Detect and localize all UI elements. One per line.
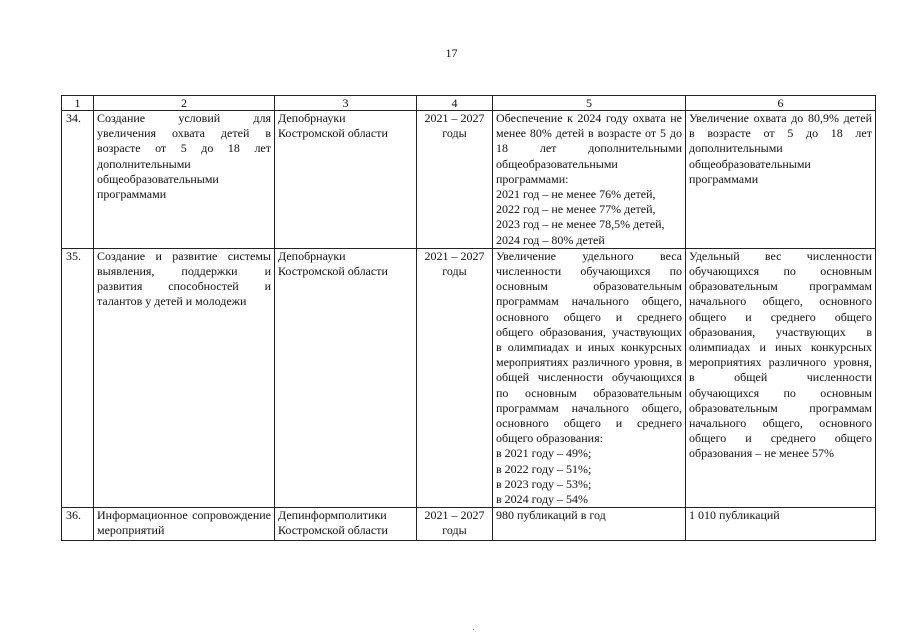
column-header: 2 — [94, 96, 275, 111]
period-unit: годы — [442, 126, 467, 141]
table-header-row — [62, 96, 876, 111]
result-line: Увеличение удельного веса численности обучающихся по основным образовательным программам начального общего, основного общего и среднего общего образования, участвующих в олимпиадах и иных конкурсных мероприятиях различного уровня, в общей численности обучающихся по основным образовательным программам начального общего, основного общего и среднего общего образования: — [496, 248, 682, 446]
scan-speck — [473, 629, 474, 630]
result-line: в 2024 году – 54% — [496, 492, 589, 507]
page-number: 17 — [445, 46, 458, 60]
table-row — [62, 111, 876, 249]
indicator: Увеличение охвата до 80,9% детей в возрасте от 5 до 18 лет дополнительными общеобразовательными программами — [686, 111, 876, 249]
result-line: в 2021 году – 49%; — [496, 446, 592, 461]
measure-name: Создание и развитие системы выявления, поддержки и развития способностей и талантов у детей и молодежи — [94, 248, 275, 507]
period-unit: годы — [442, 264, 467, 279]
measure-name: Создание условий для увеличения охвата детей в возрасте от 5 до 18 лет дополнительными общеобразовательными программами — [94, 111, 275, 249]
executor: Депобрнауки Костромской области — [275, 248, 417, 507]
executor: Депинформполитики Костромской области — [275, 508, 417, 541]
result-line: 2021 год – не менее 76% детей, — [496, 187, 656, 202]
result-line: 2022 год – не менее 77% детей, — [496, 202, 656, 217]
result-line: 980 публикаций в год — [496, 508, 606, 523]
period-years: 2021 – 2027 — [424, 111, 485, 125]
row-number: 34. — [62, 111, 94, 249]
column-header: 1 — [62, 96, 94, 111]
indicator: 1 010 публикаций — [686, 508, 876, 541]
result-line: в 2022 году – 51%; — [496, 461, 592, 476]
table-row — [62, 508, 876, 541]
result-line: 2024 год – 80% детей — [496, 232, 605, 247]
column-header: 6 — [686, 96, 876, 111]
row-number: 36. — [62, 508, 94, 541]
period-years: 2021 – 2027 — [424, 248, 485, 263]
measure-name: Информационное сопровождение мероприятий — [94, 508, 275, 541]
table-row — [62, 248, 876, 507]
expected-result — [493, 111, 686, 249]
executor: Депобрнауки Костромской области — [275, 111, 417, 249]
period-years: 2021 – 2027 — [424, 508, 485, 523]
result-line: в 2023 году – 53%; — [496, 476, 592, 491]
period-unit: годы — [442, 523, 467, 538]
result-line: 2023 год – не менее 78,5% детей, — [496, 217, 665, 232]
column-header: 3 — [275, 96, 417, 111]
row-number: 35. — [62, 248, 94, 507]
column-header: 4 — [417, 96, 493, 111]
period — [417, 508, 493, 541]
measures-table — [61, 95, 876, 541]
period — [417, 248, 493, 507]
expected-result — [493, 248, 686, 507]
indicator: Удельный вес численности обучающихся по основным образовательным программам начального общего, основного общего и среднего общего образования, участвующих в олимпиадах и иных конкурсных мероприятиях различного уровня, в общей численности обучающихся по основным образовательным программам начального общего, основного общего и среднего общего образования – не менее 57% — [686, 248, 876, 507]
expected-result — [493, 508, 686, 541]
column-header: 5 — [493, 96, 686, 111]
period — [417, 111, 493, 249]
result-line: Обеспечение к 2024 году охвата не менее 80% детей в возрасте от 5 до 18 лет дополнительными общеобразовательными программами: — [496, 111, 682, 186]
